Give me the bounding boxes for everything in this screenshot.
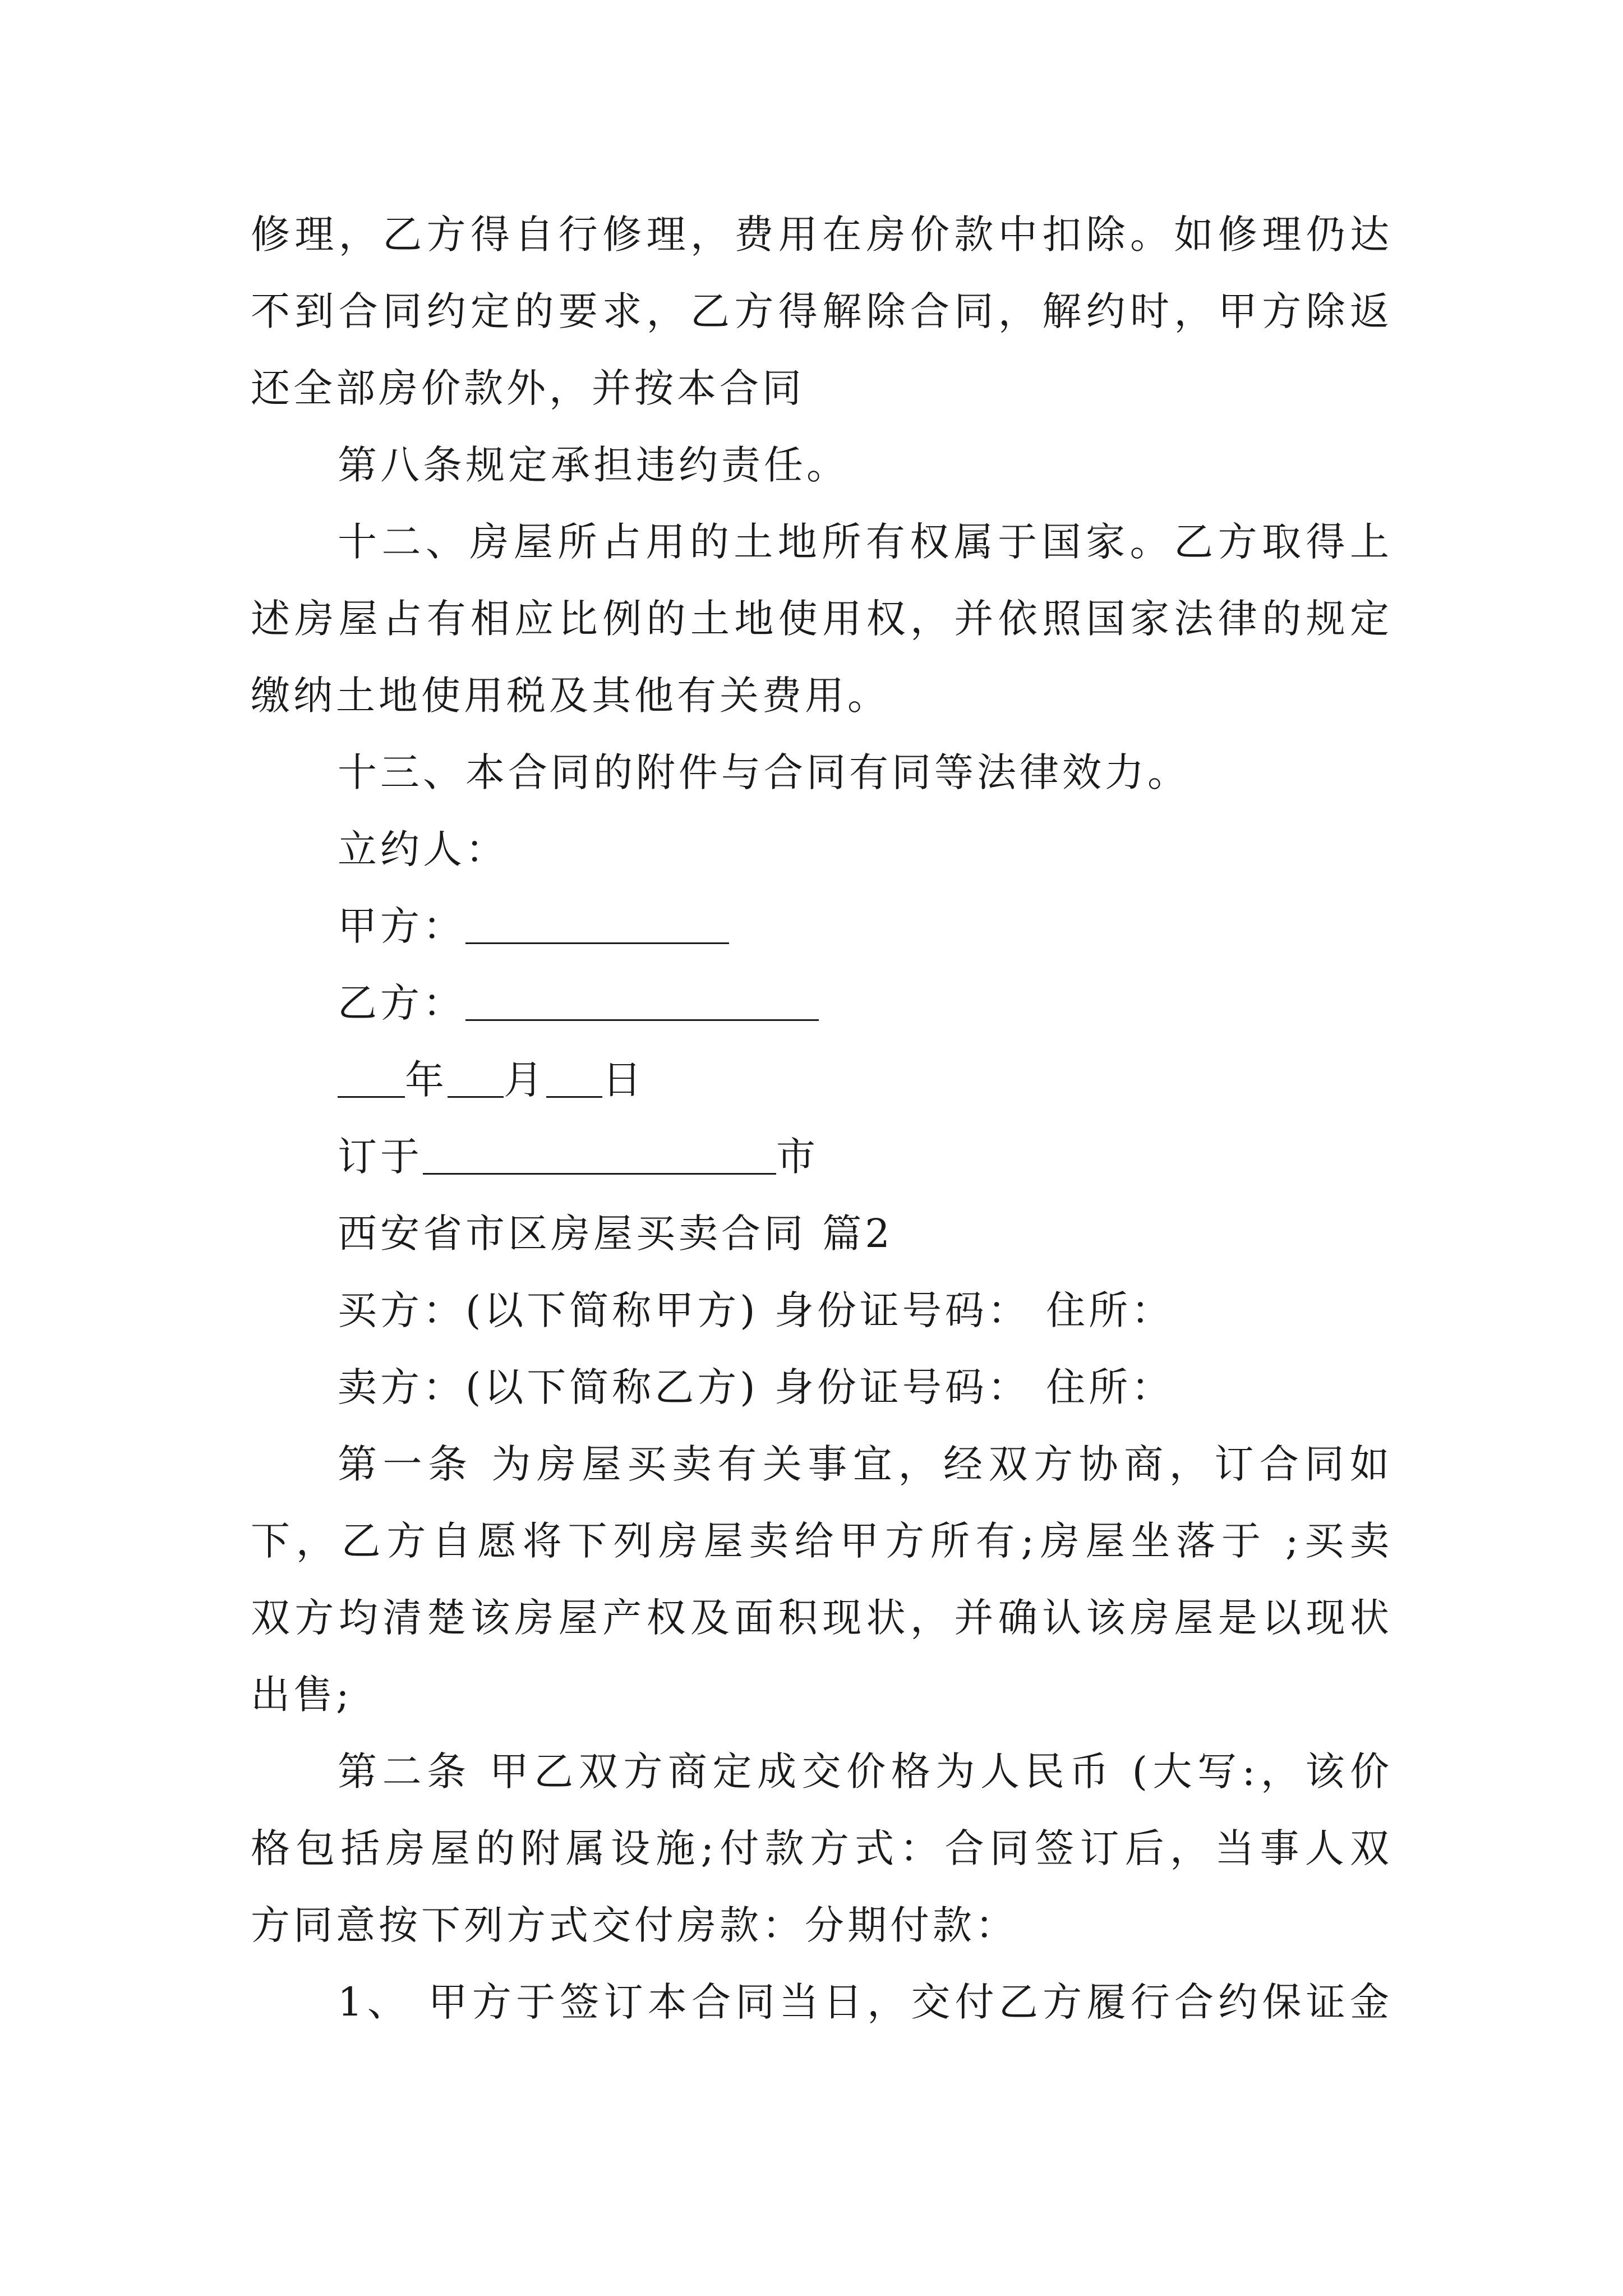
paragraph-line: 1、 甲方于签订本合同当日，交付乙方履行合约保证金 [338, 1979, 1389, 2025]
paragraph-line: 还全部房价款外，并按本合同 [251, 365, 805, 411]
paragraph-line: 第八条规定承担违约责任。 [338, 442, 849, 488]
paragraph-line: 第二条 甲乙双方商定成交价格为人民币 (大写:，该价 [338, 1749, 1389, 1795]
paragraph-line: 出售; [251, 1672, 353, 1718]
party-b-label: 乙方： [338, 980, 465, 1026]
paragraph-line: 十二、房屋所占用的土地所有权属于国家。乙方取得上 [338, 519, 1389, 565]
paragraph-line: 双方均清楚该房屋产权及面积现状，并确认该房屋是以现状 [251, 1595, 1389, 1641]
party-a-blank [465, 909, 729, 944]
year-label: 年 [405, 1057, 448, 1103]
party-a-label: 甲方： [338, 903, 465, 949]
party-a-line [251, 888, 1389, 965]
paragraph-line: 缴纳土地使用税及其他有关费用。 [251, 673, 890, 719]
paragraph-line: 方同意按下列方式交付房款：分期付款： [251, 1902, 1018, 1948]
buyer-line: 买方：(以下简称甲方) 身份证号码： 住所： [338, 1287, 1174, 1333]
day-blank [546, 1062, 602, 1098]
month-label: 月 [504, 1057, 546, 1103]
paragraph-line: 不到合同约定的要求，乙方得解除合同，解约时，甲方除返 [251, 288, 1389, 334]
paragraph-line: 下，乙方自愿将下列房屋卖给甲方所有;房屋坐落于 ;买卖 [251, 1518, 1389, 1564]
paragraph-line: 述房屋占有相应比例的土地使用权，并依照国家法律的规定 [251, 596, 1389, 642]
month-blank [448, 1062, 504, 1098]
party-b-line [251, 965, 1389, 1042]
date-line [251, 1042, 1389, 1119]
paragraph-line: 修理，乙方得自行修理，费用在房价款中扣除。如修理仍达 [251, 211, 1389, 257]
section-title: 西安省市区房屋买卖合同 篇2 [338, 1211, 893, 1257]
signed-at-label: 订于 [338, 1134, 423, 1180]
city-blank [423, 1139, 776, 1175]
signers-label: 立约人： [338, 826, 508, 872]
party-b-blank [465, 986, 819, 1021]
paragraph-line: 十三、本合同的附件与合同有同等法律效力。 [338, 749, 1190, 795]
seller-line: 卖方：(以下简称乙方) 身份证号码： 住所： [338, 1364, 1174, 1410]
document-body [251, 196, 1389, 2041]
paragraph-line: 第一条 为房屋买卖有关事宜，经双方协商，订合同如 [338, 1441, 1389, 1487]
signed-at-line [251, 1119, 1389, 1195]
year-blank [338, 1062, 405, 1098]
day-label: 日 [602, 1057, 645, 1103]
city-label: 市 [776, 1134, 819, 1180]
paragraph-line: 格包括房屋的附属设施;付款方式：合同签订后，当事人双 [251, 1825, 1389, 1871]
